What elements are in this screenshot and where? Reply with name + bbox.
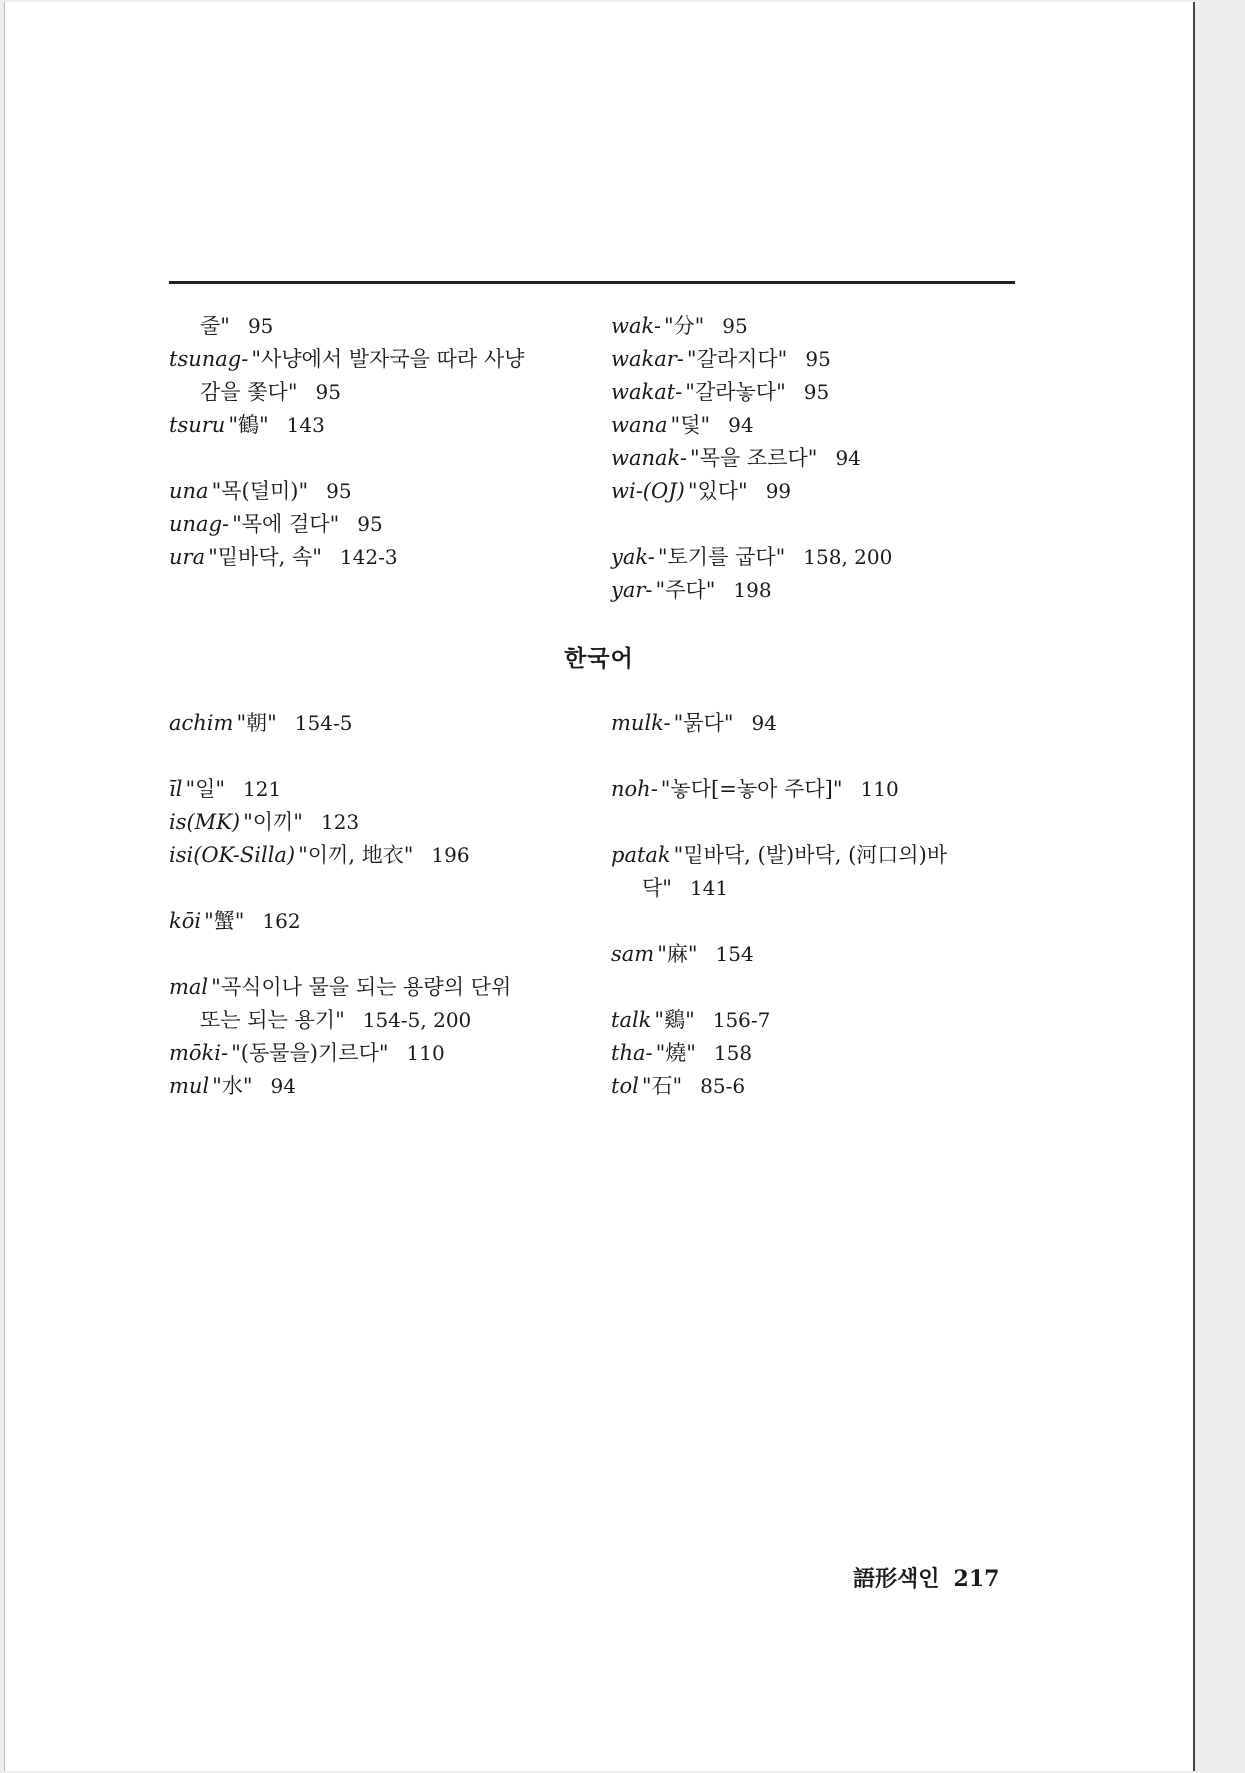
entry-gloss: "목을 조르다" [690, 446, 818, 470]
entry-gloss: "일" [185, 777, 226, 801]
entry-gloss: "주다" [655, 578, 716, 602]
entry-pages: 94 [270, 1074, 296, 1098]
entry-pages: 162 [262, 909, 301, 933]
entry-gloss: "사냥에서 발자국을 따라 사냥 [251, 347, 525, 371]
entry-pages: 123 [320, 810, 360, 834]
entry-pages: 196 [431, 843, 470, 867]
document-page [4, 2, 1195, 1771]
entry-gloss-cont: 닥" [642, 876, 672, 900]
index-entry [611, 1070, 1041, 1103]
entry-pages: 95 [722, 314, 748, 338]
entry-continuation [169, 1004, 589, 1037]
entry-pages: 94 [728, 413, 754, 437]
entry-pages: 99 [765, 479, 792, 503]
index-entry [169, 1037, 589, 1070]
index-column-korean-right [611, 707, 1041, 1103]
section-heading: 한국어 [564, 646, 634, 672]
entry-pages: 94 [835, 446, 861, 470]
entry-term: mal [169, 975, 209, 999]
entry-term: mulk- [611, 711, 671, 735]
entry-gap [611, 971, 1041, 1004]
entry-gap [611, 905, 1041, 938]
index-column-top-right [611, 310, 1031, 607]
entry-pages: 198 [733, 578, 772, 602]
entry-gloss: "밑바닥, (발)바닥, (河口의)바 [673, 843, 948, 867]
entry-gloss: "이끼, 地衣" [298, 843, 414, 867]
entry-term: is(MK) [169, 810, 241, 834]
index-entry [169, 839, 589, 872]
index-entry [169, 343, 589, 409]
entry-gap [169, 872, 589, 905]
entry-gloss: "이끼" [243, 810, 303, 834]
entry-pages: 143 [286, 413, 325, 437]
entry-gloss: "갈라지다" [686, 347, 788, 371]
entry-pages: 85-6 [700, 1074, 746, 1098]
entry-term: wi-(OJ) [611, 479, 685, 503]
index-entry [611, 409, 1031, 442]
entry-term: mul [169, 1074, 210, 1098]
entry-continuation [169, 376, 589, 409]
index-entry [611, 475, 1031, 508]
index-entry [169, 1070, 589, 1103]
entry-gap [169, 938, 589, 971]
entry-pages: 156-7 [712, 1008, 771, 1032]
entry-pages: 158, 200 [803, 545, 893, 569]
entry-gloss: "燒" [655, 1041, 696, 1065]
entry-term: yak- [611, 545, 655, 569]
entry-pages: 158 [713, 1041, 753, 1065]
index-entry [169, 905, 589, 938]
entry-gloss: 줄" [200, 314, 230, 338]
entry-term: achim [169, 711, 234, 735]
entry-gloss-cont: 감을 쫓다" [200, 380, 298, 404]
entry-gloss: "있다" [687, 479, 748, 503]
entry-gloss: "곡식이나 물을 되는 용량의 단위 [211, 975, 512, 999]
entry-gloss-cont: 또는 되는 용기" [200, 1008, 345, 1032]
header-rule [169, 281, 1015, 284]
entry-term: kōi [169, 909, 202, 933]
entry-pages: 95 [315, 380, 341, 404]
index-entry [611, 541, 1031, 574]
index-entry [169, 773, 589, 806]
running-title: 語形색인 [853, 1566, 940, 1592]
entry-term: isi(OK-Silla) [169, 843, 296, 867]
index-entry [611, 938, 1041, 971]
entry-term: tsuru [169, 413, 226, 437]
index-entry [169, 541, 589, 574]
entry-term: īl [169, 777, 183, 801]
page-number: 217 [953, 1566, 1000, 1592]
entry-gloss: "놓다[=놓아 주다]" [660, 777, 843, 801]
index-entry [611, 574, 1031, 607]
index-entry [611, 707, 1041, 740]
index-entry [611, 1037, 1041, 1070]
entry-gloss: "分" [663, 314, 705, 338]
entry-term: una [169, 479, 209, 503]
entry-pages: 110 [406, 1041, 445, 1065]
index-entry [169, 475, 589, 508]
entry-term: tsunag- [169, 347, 249, 371]
entry-term: wak- [611, 314, 661, 338]
entry-term: tha- [611, 1041, 653, 1065]
entry-gloss: "목에 걸다" [232, 512, 340, 536]
entry-gloss: "토기를 굽다" [657, 545, 786, 569]
index-entry [169, 310, 589, 343]
entry-gloss: "(동물을)기르다" [231, 1041, 389, 1065]
index-entry [169, 806, 589, 839]
index-entry [169, 409, 589, 442]
entry-term: ura [169, 545, 206, 569]
index-entry [169, 707, 589, 740]
entry-gloss: "朝" [236, 711, 277, 735]
entry-gap [169, 740, 589, 773]
entry-gloss: "麻" [657, 942, 698, 966]
entry-term: yar- [611, 578, 653, 602]
entry-term: tol [611, 1074, 639, 1098]
entry-pages: 95 [247, 314, 274, 338]
entry-pages: 154 [715, 942, 754, 966]
entry-gap [611, 508, 1031, 541]
index-entry [611, 839, 1041, 905]
entry-pages: 121 [243, 777, 282, 801]
entry-pages: 95 [803, 380, 830, 404]
entry-pages: 94 [751, 711, 777, 735]
entry-term: wakar- [611, 347, 684, 371]
index-entry [611, 376, 1031, 409]
entry-pages: 95 [357, 512, 383, 536]
index-entry [169, 971, 589, 1037]
entry-gloss: "蟹" [204, 909, 245, 933]
index-column-korean-left [169, 707, 589, 1103]
entry-pages: 154-5, 200 [362, 1008, 472, 1032]
page-footer [853, 1562, 999, 1593]
entry-pages: 95 [805, 347, 831, 371]
entry-pages: 141 [689, 876, 729, 900]
index-entry [169, 508, 589, 541]
entry-term: sam [611, 942, 655, 966]
index-entry [611, 1004, 1041, 1037]
entry-term: wana [611, 413, 668, 437]
entry-pages: 95 [326, 479, 352, 503]
index-entry [611, 343, 1031, 376]
entry-gap [611, 740, 1041, 773]
entry-gap [611, 806, 1041, 839]
entry-gloss: "鷄" [654, 1008, 695, 1032]
index-entry [611, 773, 1041, 806]
index-entry [611, 442, 1031, 475]
entry-pages: 154-5 [294, 711, 353, 735]
entry-term: wanak- [611, 446, 687, 470]
entry-gloss: "밑바닥, 속" [208, 545, 322, 569]
entry-continuation [611, 872, 1041, 905]
entry-gloss: "鶴" [228, 413, 269, 437]
entry-gloss: "묽다" [673, 711, 734, 735]
entry-gloss: "石" [641, 1074, 683, 1098]
entry-term: talk [611, 1008, 652, 1032]
index-entry [611, 310, 1031, 343]
entry-pages: 110 [860, 777, 899, 801]
entry-term: patak [611, 843, 671, 867]
entry-term: mōki- [169, 1041, 229, 1065]
entry-gloss: "목(덜미)" [211, 479, 309, 503]
entry-gloss: "덫" [670, 413, 711, 437]
entry-term: wakat- [611, 380, 683, 404]
entry-gloss: "水" [212, 1074, 253, 1098]
entry-gloss: "갈라놓다" [685, 380, 786, 404]
index-column-top-left [169, 310, 589, 574]
entry-pages: 142-3 [339, 545, 398, 569]
entry-term: noh- [611, 777, 658, 801]
entry-term: unag- [169, 512, 230, 536]
entry-gap [169, 442, 589, 475]
